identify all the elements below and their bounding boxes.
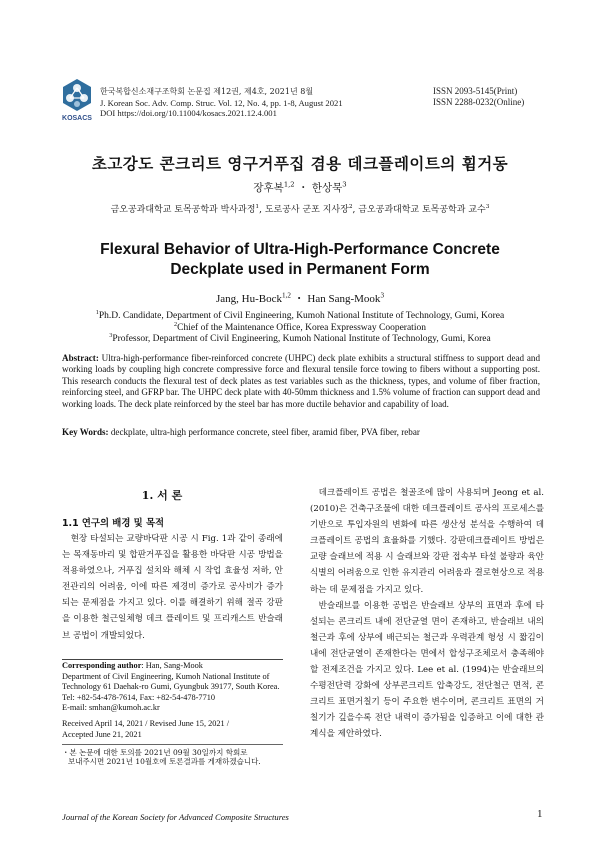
dates-line2: Accepted June 21, 2021	[62, 729, 142, 739]
title-korean: 초고강도 콘크리트 영구거푸집 겸용 데크플레이트의 휨거동	[91, 155, 509, 173]
note-line2: 보내주시면 2021년 10월호에 토론결과를 게재하겠습니다.	[68, 757, 261, 767]
discussion-note	[62, 748, 292, 766]
affiliation-en-3	[0, 334, 600, 346]
paragraph-halfslab: 반슬래브를 이용한 공법은 반슬래브 상부의 표면과 후에 타설되는 콘크리트 내에 전단균열 면이 존재하고, 반슬래브 내의 철근과 후에 상부에 배근되는 철근과 우력관계 형성 시 짧김이 내에 전단균열이 존재한다는 면에서 합성구조체로서 충족해야 할 전제조건을 가지고 있다. Lee et al. (1994)는 반슬래브의 수평전단력 강화에 상부콘크리트 압축강도, 전단철근 면적, 콘크리트 표면거칠기 등이 주요한 변수이며, 콘크리트 표면의 거칠기가 깊을수록 전단 내력이 증가됨을 입증하고 이에 대한 관계식을 제안하였다.	[310, 600, 544, 740]
journal-name-kr: 한국복합신소재구조학회 논문집 제12권, 제4호, 2021년 8월	[100, 87, 314, 96]
affiliation-en-1-sup: 1	[95, 309, 99, 316]
affiliation-en-3-text: Professor, Department of Civil Engineering, Kumoh National Institute of Technology, Gumi, Korea	[112, 334, 491, 345]
author-1: 장후복	[253, 182, 284, 194]
dates-line1: Received April 14, 2021 / Revised June 15, 2021 /	[62, 719, 230, 728]
affiliation-1-sup: 1	[255, 204, 260, 210]
footer-journal-name: Journal of the Korean Society for Advanced Composite Structures	[62, 812, 289, 822]
corresponding-dept: Department of Civil Engineering, Kumoh National Institute of	[62, 671, 270, 681]
corresponding-label: Corresponding author	[62, 661, 142, 670]
affiliation-3: , 금오공과대학교 토목공학과 교수	[352, 205, 486, 215]
author-separator: ・	[298, 182, 309, 194]
title-english-line1: Flexural Behavior of Ultra-High-Performance Concrete	[100, 241, 500, 258]
paragraph-intro: 현장 타설되는 교량바닥판 시공 시 Fig. 1과 같이 종래에는 목재동바리 및 합판거푸집을 활용한 바닥판 시공 방법을 적용하였으나, 거푸집 설치와 해체 시 작업 효율성 저하, 안전관리의 어려움, 이에 따른 제경비 증가로 공사비가 증가되는 문제점을 가지고 있다. 이를 해결하기 위해 절곡 강판을 이용한 철근일체형 데크 플레이트 및 프리캐스트 반슬래브 공법이 개발되었다.	[62, 534, 283, 641]
doi-link[interactable]: DOI https://doi.org/10.11004/kosacs.2021.12.4.001	[100, 108, 277, 119]
authors-korean	[0, 180, 600, 195]
paragraph-deckplate: 데크플레이트 공법은 철골조에 많이 사용되며 Jeong et al. (2010)은 건축구조물에 대한 데크플레이트 공사의 프로세스를 기반으로 투입자원의 변화에 따른 생산성 분석을 수행하여 데크플레이트 공법의 효율화를 기했다. 강판데크플레이트 방법은 교량 슬래브에 적용 시 슬래브와 강판 접속부 타설 불량과 육안식별의 어려움으로 인한 유지관리 어려움과 결로현상으로 적용하는 데 문제점을 가지고 있다.	[310, 488, 544, 595]
title-english-line2: Deckplate used in Permanent Form	[170, 261, 430, 278]
affiliation-en-3-sup: 3	[109, 333, 113, 340]
keywords	[62, 427, 540, 438]
subsection-heading: 1.1 연구의 배경 및 목적	[62, 518, 165, 529]
author-2-en: Han Sang-Mook	[307, 293, 381, 305]
author-1-sup: 1,2	[283, 180, 295, 189]
affiliation-en-1-text: Ph.D. Candidate, Department of Civil Engineering, Kumoh National Institute of Technology, Gumi, Korea	[98, 311, 505, 321]
corresponding-email[interactable]: E-mail: smhan@kumoh.ac.kr	[62, 703, 160, 713]
note-divider	[62, 744, 283, 745]
author-separator-en: ・	[290, 293, 308, 305]
author-2: 한상묵	[311, 182, 343, 194]
keywords-label: Key Words:	[62, 427, 109, 437]
abstract-text: Ultra-high-performance fiber-reinforced concrete (UHPC) deck plate exhibits a structural stiffness to support dead and working loads by coupling high concrete compressive force and flexural tensile force towing to fibers without a supporting post. This research conducts the flexural test of deck plates as test variables such as the thickness, types, and volume of fiber fraction, reinforcing steel, and GFRP bar. The UHPC deck plate with 40-50mm thickness and 1.5% volume of fraction can support dead and working loads. The deck plate reinforced by the steel bar has more ductile behavior and capability of load.	[62, 353, 540, 409]
corresponding-author-block	[62, 661, 292, 714]
authors-english	[0, 290, 600, 306]
affiliation-2: , 도로공사 군포 지사장	[259, 205, 349, 215]
kosacs-logo-icon	[58, 76, 96, 122]
affiliation-en-2-sup: 2	[174, 321, 178, 328]
affiliation-2-sup: 2	[348, 204, 353, 210]
issn-online: ISSN 2288-0232(Online)	[433, 96, 525, 107]
affiliation-3-sup: 3	[485, 204, 490, 210]
footnote-divider	[62, 659, 283, 660]
journal-header	[100, 87, 343, 119]
page-number: 1	[537, 808, 543, 820]
section-heading: 1. 서 론	[141, 489, 183, 502]
affiliations-korean	[0, 202, 600, 215]
affiliation-en-2-text: Chief of the Maintenance Office, Korea Expressway Cooperation	[177, 322, 426, 333]
right-column-text	[310, 485, 544, 743]
author-2-sup: 3	[342, 180, 347, 189]
submission-dates	[62, 719, 292, 740]
issn-print: ISSN 2093-5145(Print)	[433, 86, 518, 96]
corresponding-name: : Han, Sang-Mook	[141, 661, 203, 670]
note-line1: ・본 논문에 대한 토의를 2021년 09월 30일까지 학회로	[62, 748, 248, 757]
title-english	[0, 240, 600, 280]
author-2-en-sup: 3	[380, 291, 385, 300]
keywords-text: deckplate, ultra-high performance concrete, steel fiber, aramid fiber, PVA fiber, rebar	[110, 427, 420, 437]
svg-text:KOSACS: KOSACS	[62, 115, 92, 122]
abstract	[62, 353, 540, 410]
corresponding-phone: Tel: +82-54-478-7614, Fax: +82-54-478-7710	[62, 692, 216, 702]
journal-citation: J. Korean Soc. Adv. Comp. Struc. Vol. 12, No. 4, pp. 1-8, August 2021	[100, 97, 343, 108]
affiliation-en-2	[0, 323, 600, 335]
author-1-en: Jang, Hu-Bock	[215, 293, 282, 305]
journal-logo	[58, 76, 96, 122]
affiliations-english	[0, 311, 600, 346]
left-column-text	[62, 531, 283, 644]
affiliation-1: 금오공과대학교 토목공학과 박사과정	[110, 205, 256, 215]
abstract-label: Abstract:	[62, 353, 99, 363]
affiliation-en-1	[0, 311, 600, 323]
author-1-en-sup: 1,2	[281, 291, 291, 300]
corresponding-address: Technology 61 Daehak-ro Gumi, Gyungbuk 39177, South Korea.	[62, 682, 280, 692]
issn-block	[433, 86, 524, 107]
